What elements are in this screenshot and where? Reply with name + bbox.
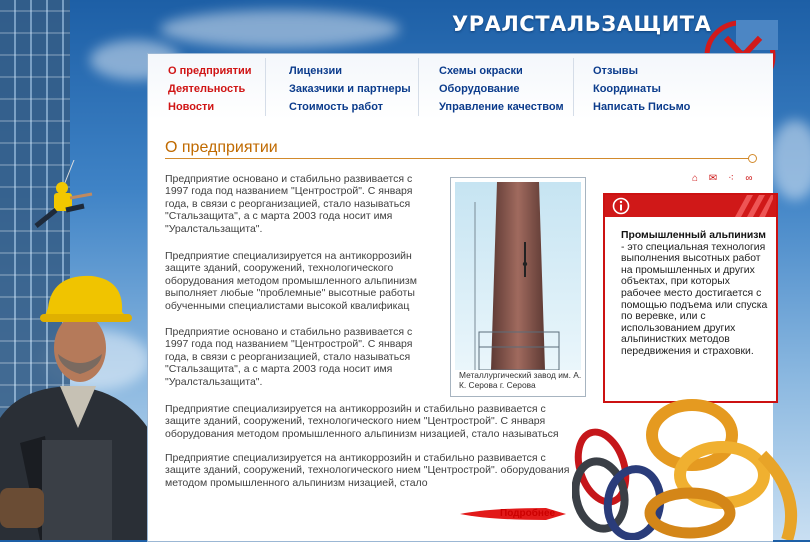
page-title: О предприятии [165, 139, 278, 156]
nav-link-about[interactable]: О предприятии [168, 65, 252, 77]
nav-link-equipment[interactable]: Оборудование [439, 83, 520, 95]
photo-caption: Металлургический завод им. А. К. Серова г. Серова [459, 370, 582, 390]
nav-column-2 [289, 62, 411, 116]
more-link-label: Подробнее [500, 508, 556, 519]
nav-column-1 [168, 62, 252, 116]
nav-link-contacts[interactable]: Координаты [593, 83, 661, 95]
nav-link-write-letter[interactable]: Написать Письмо [593, 101, 691, 113]
chimney-photo [455, 182, 581, 370]
nav-link-activity[interactable]: Деятельность [168, 83, 246, 95]
climber-image [14, 160, 104, 250]
cloud [770, 120, 810, 200]
title-divider-end [748, 154, 757, 163]
paragraph-2: Предприятие специализируется на антикоррозийн защите зданий, сооружений, технологического оборудования методом промышленного альпинизм выполняет любые "проблемные" высотные работы обученными специалистами высокой квалификац [165, 250, 417, 312]
paragraph-3: Предприятие основано и стабильно развивается с 1997 года под названием "Центрострой". С января года, в связи с реорганизацией, стало называться "Стальзащита", а с марта 2003 года носит имя "Уралстальзащита". [165, 326, 413, 388]
nav-divider [418, 58, 419, 116]
nav-link-clients[interactable]: Заказчики и партнеры [289, 83, 411, 95]
more-link[interactable] [460, 506, 576, 522]
title-divider [165, 158, 751, 159]
sitemap-icon[interactable]: ⁖ [728, 173, 734, 184]
nav-divider [573, 58, 574, 116]
cloud [160, 10, 400, 48]
paragraph-5: Предприятие специализируется на антикоррозийн и стабильно развивается с защите зданий, сооружений, технологического нием "Центрострой". оборудования методом промышленного альпинизм низацией, стало [165, 452, 570, 489]
info-box [603, 193, 778, 403]
nav-link-news[interactable]: Новости [168, 101, 215, 113]
info-icon [611, 196, 631, 216]
photo-frame [450, 177, 586, 397]
rope-carabiners-image [572, 385, 810, 540]
nav-column-4 [593, 62, 690, 116]
link-icon[interactable]: ∞ [745, 173, 753, 184]
info-description: - это специальная технология выполнения высотных работ на промышленных и других объектах, при которых рабочее место достигается с помощью подъема или спуска по веревке, или с использованием других альпинистких методов передвижения и страховки. [621, 241, 768, 357]
nav-link-quality[interactable]: Управление качеством [439, 101, 564, 113]
nav-link-licenses[interactable]: Лицензии [289, 65, 342, 77]
nav-link-reviews[interactable]: Отзывы [593, 65, 638, 77]
nav-column-3 [439, 62, 564, 116]
mail-icon[interactable]: ✉ [708, 173, 718, 184]
info-box-header [605, 195, 776, 217]
paragraph-4: Предприятие специализируется на антикоррозийн и стабильно развивается с защите зданий, сооружений, технологического нием "Центрострой". С января оборудования методом промышленного альпинизм низацией, стало называться [165, 403, 559, 440]
info-text [621, 230, 771, 358]
home-icon[interactable]: ⌂ [691, 173, 699, 184]
paragraph-1: Предприятие основано и стабильно развивается с 1997 года под названием "Центрострой". С января года, в связи с реорганизацией, стало называться "Стальзащита", а с марта 2003 года носит имя "Уралстальзащита". [165, 173, 413, 235]
nav-divider [265, 58, 266, 116]
worker-image [0, 268, 150, 540]
nav-link-paint-schemes[interactable]: Схемы окраски [439, 65, 523, 77]
info-term: Промышленный альпинизм [621, 230, 766, 241]
nav-link-prices[interactable]: Стоимость работ [289, 101, 384, 113]
header-stripes [733, 195, 773, 217]
brand-title: УРАЛСТАЛЬЗАЩИТА [452, 12, 712, 36]
